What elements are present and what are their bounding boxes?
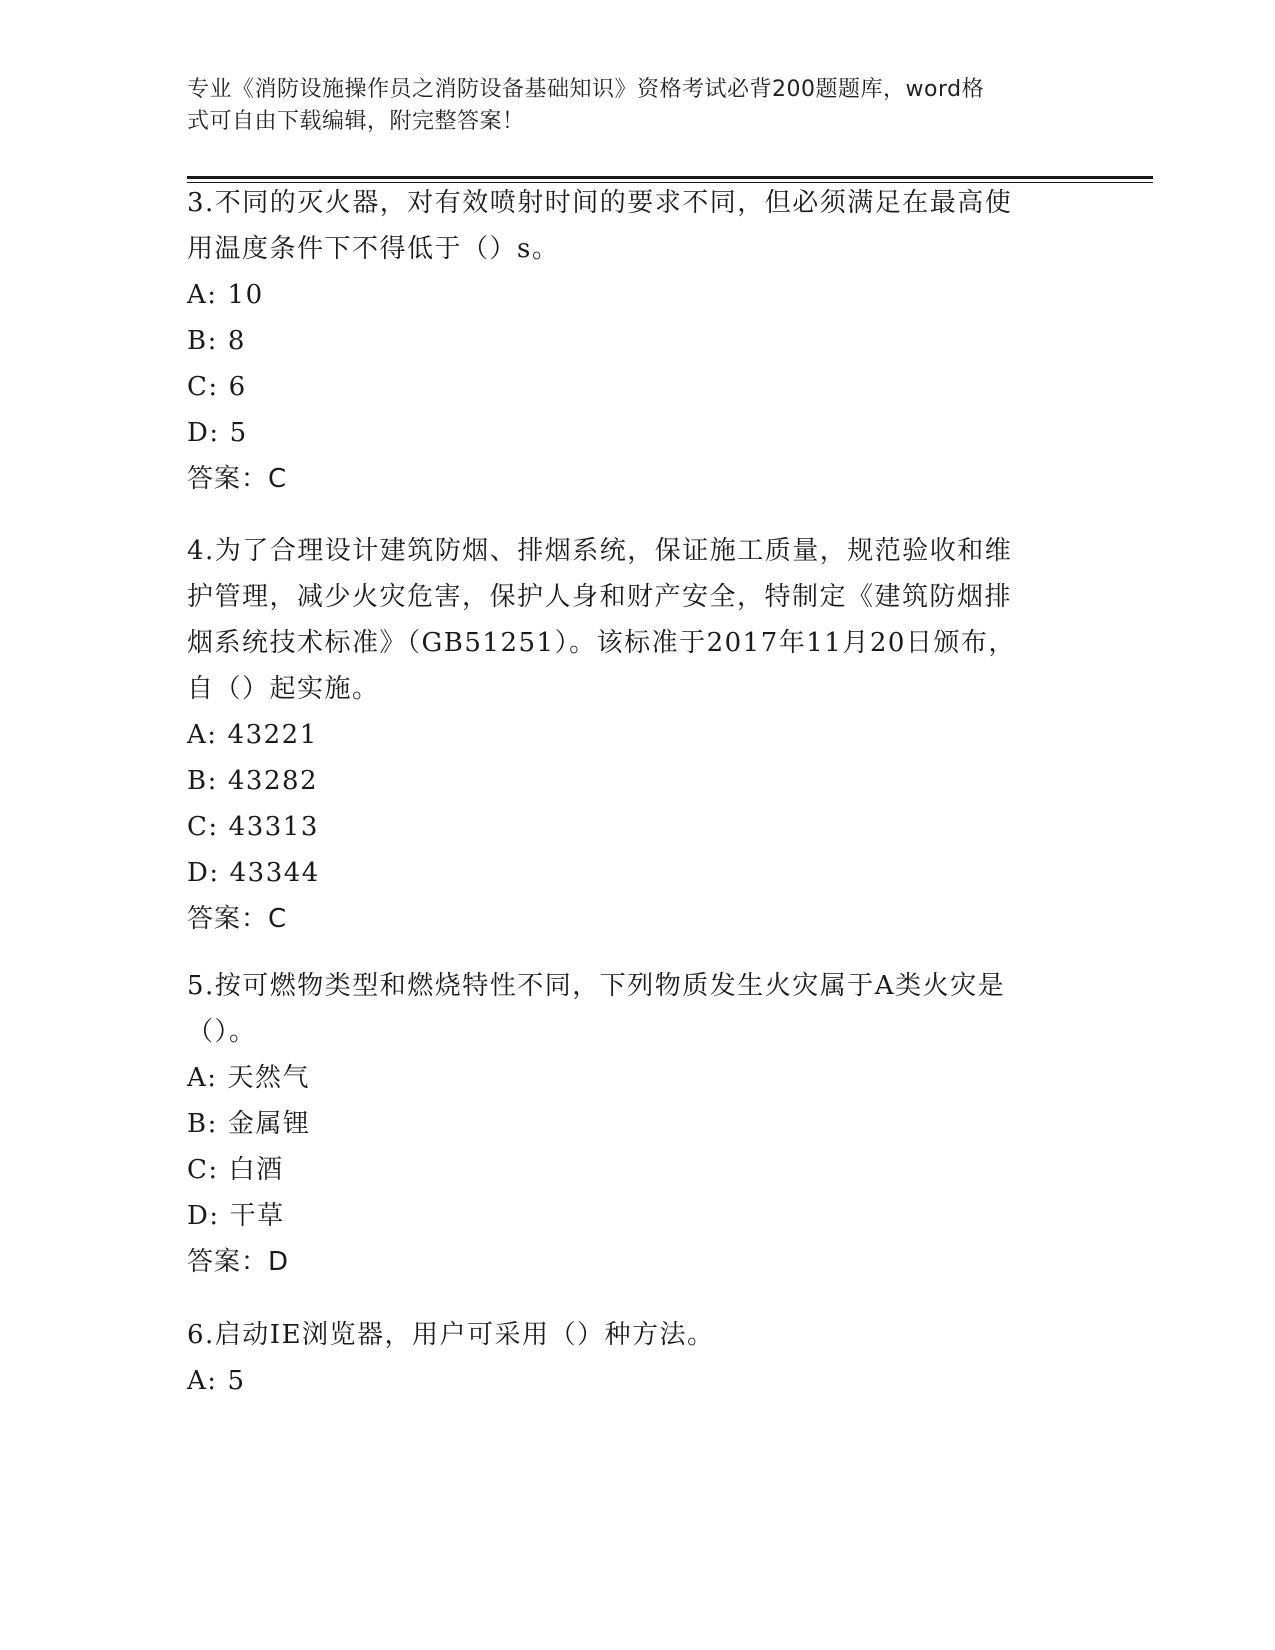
question-3 <box>187 180 1067 502</box>
answer-line: 答案：D <box>187 1247 290 1277</box>
option-a <box>187 712 1067 758</box>
option-d <box>187 410 1067 456</box>
option-b <box>187 318 1067 364</box>
option-separator: : <box>207 1109 218 1139</box>
option-separator: : <box>207 326 218 356</box>
option-text: 43313 <box>228 812 319 842</box>
option-a <box>187 1055 1067 1101</box>
question-stem-line: 6.启动IE浏览器，用户可采用（）种方法。 <box>187 1320 715 1350</box>
option-a <box>187 1358 1067 1404</box>
option-separator: : <box>208 812 219 842</box>
question-5 <box>187 963 1067 1285</box>
option-letter: A <box>187 720 208 750</box>
header-line-1: 专业《消防设施操作员之消防设备基础知识》资格考试必背200题题库，word格 <box>187 77 985 102</box>
option-letter: B <box>187 1109 208 1139</box>
option-d <box>187 1193 1067 1239</box>
option-separator: : <box>207 1366 218 1396</box>
option-text: 6 <box>228 372 247 402</box>
question-stem-line: 4.为了合理设计建筑防烟、排烟系统，保证施工质量，规范验收和维 <box>187 536 1013 566</box>
option-letter: B <box>187 766 208 796</box>
option-text: 白酒 <box>228 1155 284 1185</box>
answer-line: 答案：C <box>187 904 288 934</box>
option-c <box>187 804 1067 850</box>
option-letter: D <box>187 418 210 448</box>
option-text: 43282 <box>227 766 319 796</box>
header-line-2: 式可自由下载编辑，附完整答案！ <box>187 109 525 134</box>
option-text: 5 <box>227 1366 246 1396</box>
question-4 <box>187 528 1067 942</box>
document-header <box>187 74 1067 138</box>
option-letter: C <box>187 812 209 842</box>
option-b <box>187 758 1067 804</box>
question-stem-line: 用温度条件下不得低于（）s。 <box>187 234 560 264</box>
option-text: 天然气 <box>227 1063 311 1093</box>
option-letter: D <box>187 858 210 888</box>
option-separator: : <box>207 720 218 750</box>
option-text: 金属锂 <box>227 1109 311 1139</box>
option-separator: : <box>207 280 218 310</box>
option-separator: : <box>208 1155 219 1185</box>
option-text: 8 <box>227 326 246 356</box>
question-stem-line: 烟系统技术标准》（GB51251）。该标准于2017年11月20日颁布， <box>187 628 1016 658</box>
option-c <box>187 364 1067 410</box>
option-c <box>187 1147 1067 1193</box>
option-letter: A <box>187 1063 208 1093</box>
option-d <box>187 850 1067 896</box>
option-letter: B <box>187 326 208 356</box>
option-separator: : <box>208 372 219 402</box>
question-stem-line: 3.不同的灭火器，对有效喷射时间的要求不同，但必须满足在最高使 <box>187 188 1013 218</box>
option-letter: A <box>187 280 208 310</box>
option-separator: : <box>209 858 220 888</box>
option-text: 43344 <box>229 858 320 888</box>
answer-line: 答案：C <box>187 464 288 494</box>
option-a <box>187 272 1067 318</box>
header-divider-thick <box>187 176 1153 179</box>
question-stem-line: （）。 <box>187 1017 257 1047</box>
option-separator: : <box>209 1201 220 1231</box>
option-separator: : <box>207 766 218 796</box>
option-b <box>187 1101 1067 1147</box>
option-separator: : <box>209 418 220 448</box>
question-stem-line: 护管理，减少火灾危害，保护人身和财产安全，特制定《建筑防烟排 <box>187 582 1013 612</box>
option-letter: A <box>187 1366 208 1396</box>
question-stem-line: 自（）起实施。 <box>187 674 380 704</box>
option-text: 5 <box>229 418 248 448</box>
question-6 <box>187 1312 1067 1404</box>
option-text: 43221 <box>227 720 318 750</box>
option-text: 10 <box>227 280 264 310</box>
option-text: 干草 <box>229 1201 285 1231</box>
option-letter: C <box>187 1155 209 1185</box>
option-separator: : <box>207 1063 218 1093</box>
option-letter: C <box>187 372 209 402</box>
question-stem-line: 5.按可燃物类型和燃烧特性不同，下列物质发生火灾属于A类火灾是 <box>187 971 1006 1001</box>
option-letter: D <box>187 1201 210 1231</box>
